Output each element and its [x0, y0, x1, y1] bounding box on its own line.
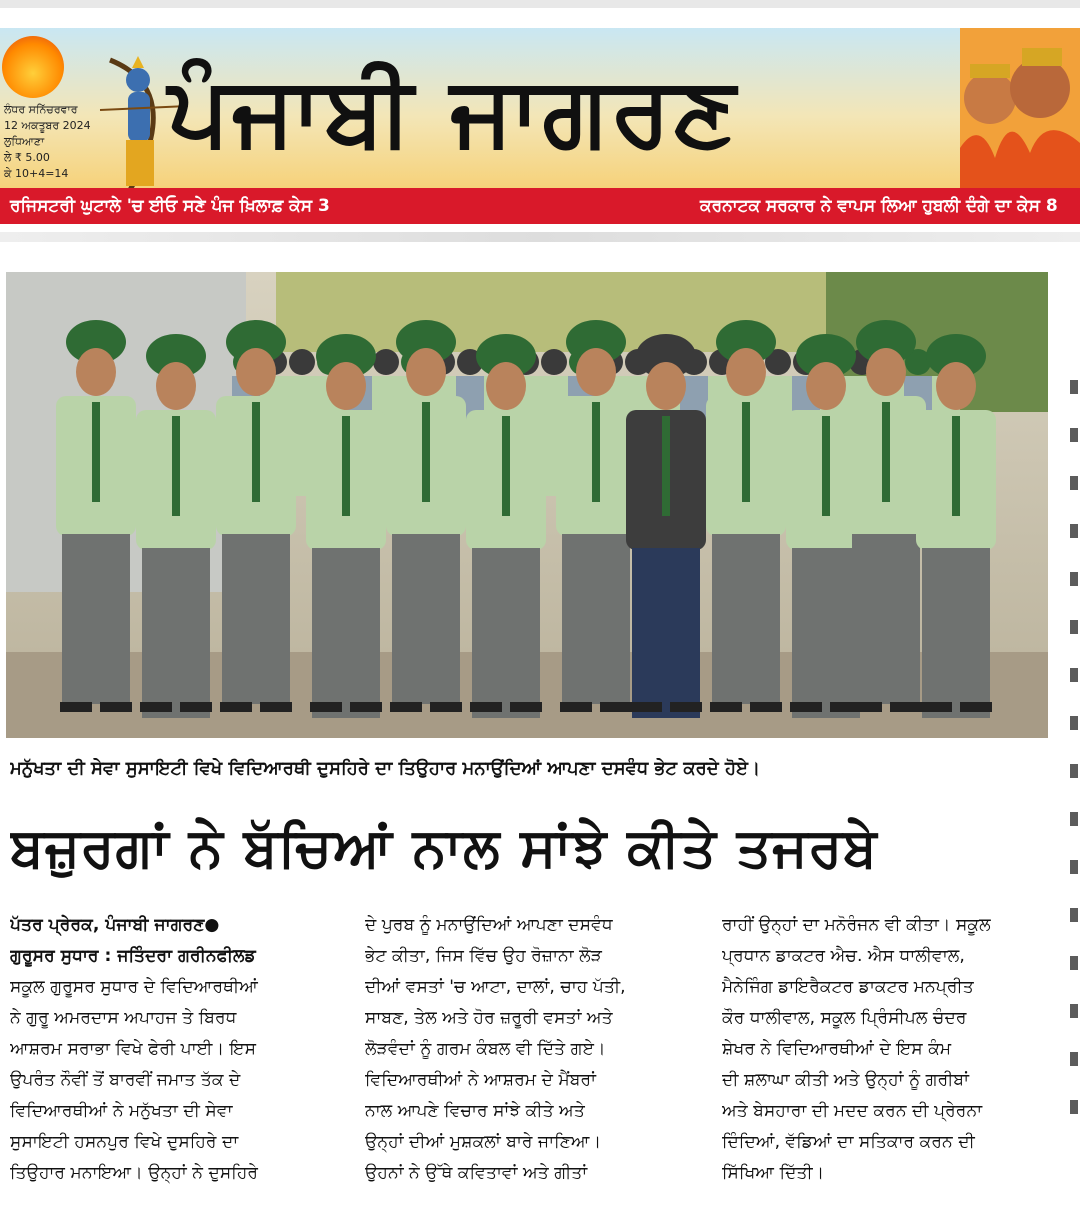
masthead-city: ਲੁਧਿਆਣਾ [4, 135, 45, 148]
body-line: ਦਿੰਦਿਆਂ, ਵੱਡਿਆਂ ਦਾ ਸਤਿਕਾਰ ਕਰਨ ਦੀ [722, 1132, 975, 1152]
body-line: ਅਤੇ ਬੇਸਹਾਰਾ ਦੀ ਮਦਦ ਕਰਨ ਦੀ ਪ੍ਰੇਰਨਾ [722, 1101, 983, 1121]
body-line: ਦੀ ਸ਼ਲਾਘਾ ਕੀਤੀ ਅਤੇ ਉਨ੍ਹਾਂ ਨੂੰ ਗਰੀਬਾਂ [722, 1070, 970, 1090]
masthead-pages: ਕੇ 10+4=14 [4, 167, 69, 180]
body-line: ਉਹਨਾਂ ਨੇ ਉੱਥੇ ਕਵਿਤਾਵਾਂ ਅਤੇ ਗੀਤਾਂ [365, 1163, 588, 1183]
body-line: ਗੁਰੂਸਰ ਸੁਧਾਰ : ਜਤਿੰਦਰਾ ਗਰੀਨਫੀਲਡ [10, 946, 256, 966]
masthead-price: ਲੇ ₹ 5.00 [4, 151, 50, 164]
body-line: ਰਾਹੀਂ ਉਨ੍ਹਾਂ ਦਾ ਮਨੋਰੰਜਨ ਵੀ ਕੀਤਾ। ਸਕੂਲ [722, 915, 991, 935]
body-line: ਸਾਬਣ, ਤੇਲ ਅਤੇ ਹੋਰ ਜ਼ਰੂਰੀ ਵਸਤਾਂ ਅਤੇ [365, 1008, 613, 1028]
ravan-illustration [960, 28, 1080, 188]
article-column-1 [10, 910, 340, 1189]
body-line: ਪ੍ਰਧਾਨ ਡਾਕਟਰ ਐਚ. ਐਸ ਧਾਲੀਵਾਲ, [722, 946, 965, 966]
body-line: ਵਿਦਿਆਰਥੀਆਂ ਨੇ ਮਨੁੱਖਤਾ ਦੀ ਸੇਵਾ [10, 1101, 233, 1121]
masthead-banner [0, 28, 1080, 188]
body-line: ਦੀਆਂ ਵਸਤਾਂ 'ਚ ਆਟਾ, ਦਾਲਾਂ, ਚਾਹ ਪੱਤੀ, [365, 977, 626, 997]
body-line: ਉਨ੍ਹਾਂ ਦੀਆਂ ਮੁਸ਼ਕਲਾਂ ਬਾਰੇ ਜਾਣਿਆ। [365, 1132, 602, 1152]
article-column-2 [365, 910, 695, 1189]
ticker-right: ਕਰਨਾਟਕ ਸਰਕਾਰ ਨੇ ਵਾਪਸ ਲਿਆ ਹੁਬਲੀ ਦੰਗੇ ਦਾ ਕੇਸ 8 [700, 196, 1058, 216]
body-line: ਨਾਲ ਆਪਣੇ ਵਿਚਾਰ ਸਾਂਝੇ ਕੀਤੇ ਅਤੇ [365, 1101, 585, 1121]
body-line: ਉਪਰੰਤ ਨੌਵੀਂ ਤੋਂ ਬਾਰਵੀਂ ਜਮਾਤ ਤੱਕ ਦੇ [10, 1070, 241, 1090]
news-ticker [0, 188, 1080, 224]
body-line: ਲੋੜਵੰਦਾਂ ਨੂੰ ਗਰਮ ਕੰਬਲ ਵੀ ਦਿੱਤੇ ਗਏ। [365, 1039, 606, 1059]
body-line: ਦੇ ਪੁਰਬ ਨੂੰ ਮਨਾਉਂਦਿਆਂ ਆਪਣਾ ਦਸਵੰਧ [365, 915, 613, 935]
logo-sun-icon [2, 36, 64, 98]
photo-caption: ਮਨੁੱਖਤਾ ਦੀ ਸੇਵਾ ਸੁਸਾਇਟੀ ਵਿਖੇ ਵਿਦਿਆਰਥੀ ਦੁਸਹਿਰੇ ਦਾ ਤਿਉਹਾਰ ਮਨਾਉਂਦਿਆਂ ਆਪਣਾ ਦਸਵੰਧ ਭੇਟ ਕਰਦੇ ਹੋਏ। [10, 758, 761, 779]
body-line: ਸ਼ੇਖਰ ਨੇ ਵਿਦਿਆਰਥੀਆਂ ਦੇ ਇਸ ਕੰਮ [722, 1039, 952, 1059]
group-photo [6, 272, 1048, 738]
body-line: ਸਕੂਲ ਗੁਰੂਸਰ ਸੁਧਾਰ ਦੇ ਵਿਦਿਆਰਥੀਆਂ [10, 977, 258, 997]
body-line: ਸਿੱਖਿਆ ਦਿੱਤੀ। [722, 1163, 825, 1183]
masthead-title: ਪੰਜਾਬੀ ਜਾਗਰਣ [168, 55, 738, 167]
divider [0, 232, 1080, 242]
article-headline: ਬਜ਼ੁਰਗਾਂ ਨੇ ਬੱਚਿਆਂ ਨਾਲ ਸਾਂਝੇ ਕੀਤੇ ਤਜਰਬੇ [10, 816, 878, 879]
body-line: ਸੁਸਾਇਟੀ ਹਸਨਪੁਰ ਵਿਖੇ ਦੁਸਹਿਰੇ ਦਾ [10, 1132, 239, 1152]
masthead-meta [4, 102, 91, 182]
body-line: ਆਸ਼ਰਮ ਸਰਾਭਾ ਵਿਖੇ ਫੇਰੀ ਪਾਈ। ਇਸ [10, 1039, 257, 1059]
body-line: ਨੇ ਗੁਰੂ ਅਮਰਦਾਸ ਅਪਾਹਜ ਤੇ ਬਿਰਧ [10, 1008, 237, 1028]
byline: ਪੱਤਰ ਪ੍ਰੇਰਕ, ਪੰਜਾਬੀ ਜਾਗਰਣ● [10, 915, 220, 935]
masthead-date: 12 ਅਕਤੂਬਰ 2024 [4, 119, 91, 132]
body-line: ਭੇਟ ਕੀਤਾ, ਜਿਸ ਵਿੱਚ ਉਹ ਰੋਜ਼ਾਨਾ ਲੋੜ [365, 946, 602, 966]
group-photo-canvas [6, 272, 1048, 738]
ticker-left: ਰਜਿਸਟਰੀ ਘੁਟਾਲੇ 'ਚ ਈਓ ਸਣੇ ਪੰਜ ਖ਼ਿਲਾਫ਼ ਕੇਸ 3 [10, 196, 330, 216]
masthead-day: ਲੰਧਰ ਸਨਿੱਚਰਵਾਰ [4, 103, 78, 116]
top-strip [0, 0, 1080, 8]
article-column-3 [722, 910, 1052, 1189]
article-body [10, 910, 1056, 1210]
adjacent-column-edge [1066, 380, 1080, 1222]
body-line: ਕੌਰ ਧਾਲੀਵਾਲ, ਸਕੂਲ ਪ੍ਰਿੰਸੀਪਲ ਚੰਦਰ [722, 1008, 967, 1028]
body-line: ਮੈਨੇਜਿੰਗ ਡਾਇਰੈਕਟਰ ਡਾਕਟਰ ਮਨਪ੍ਰੀਤ [722, 977, 974, 997]
body-line: ਵਿਦਿਆਰਥੀਆਂ ਨੇ ਆਸ਼ਰਮ ਦੇ ਮੈਂਬਰਾਂ [365, 1070, 597, 1090]
body-line: ਤਿਉਹਾਰ ਮਨਾਇਆ। ਉਨ੍ਹਾਂ ਨੇ ਦੁਸਹਿਰੇ [10, 1163, 259, 1183]
